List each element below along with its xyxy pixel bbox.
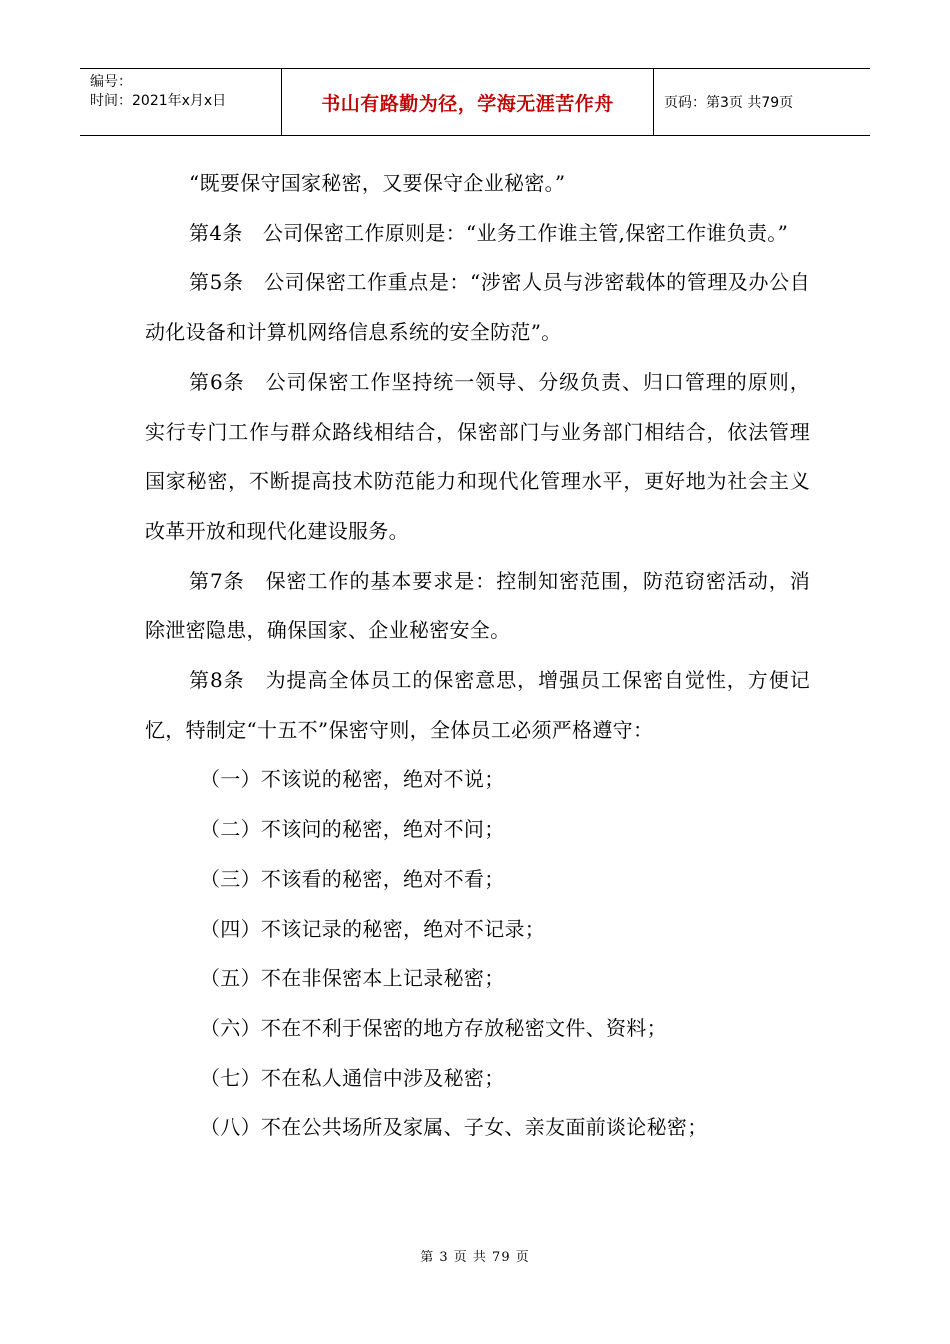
header-motto: 书山有路勤为径，学海无涯苦作舟 bbox=[282, 69, 654, 135]
document-time-label: 时间：2021年x月x日 bbox=[90, 93, 227, 109]
rule-item-5: （五）不在非保密本上记录秘密； bbox=[200, 966, 505, 991]
paragraph-article-8: 第8条 为提高全体员工的保密意思，增强员工保密自觉性，方便记忆，特制定“十五不”保密守则，全体员工必须严格遵守： bbox=[145, 668, 810, 742]
rule-item-3: （三）不该看的秘密，绝对不看； bbox=[200, 866, 505, 891]
paragraph-article-5: 第5条 公司保密工作重点是：“涉密人员与涉密载体的管理及办公自动化设备和计算机网络信息系统的安全防范”。 bbox=[145, 270, 810, 345]
document-body bbox=[145, 159, 810, 1153]
rule-item-4: （四）不该记录的秘密，绝对不记录； bbox=[200, 916, 546, 941]
paragraph-article-4: 第4条 公司保密工作原则是：“业务工作谁主管,保密工作谁负责。” bbox=[189, 220, 789, 245]
header-page-info: 页码：第3页 共79页 bbox=[664, 95, 794, 111]
rule-item-6: （六）不在不利于保密的地方存放秘密文件、资料； bbox=[200, 1015, 667, 1040]
paragraph: “既要保守国家秘密，又要保守企业秘密。” bbox=[189, 171, 566, 195]
page-header bbox=[80, 68, 870, 136]
document-number-label: 编号： bbox=[90, 74, 132, 90]
header-meta-cell bbox=[80, 69, 282, 135]
rule-item-1: （一）不该说的秘密，绝对不说； bbox=[200, 767, 505, 792]
rule-item-2: （二）不该问的秘密，绝对不问； bbox=[200, 817, 505, 842]
paragraph-article-7: 第7条 保密工作的基本要求是：控制知密范围，防范窃密活动，消除泄密隐患，确保国家、企业秘密安全。 bbox=[145, 568, 810, 643]
rule-item-7: （七）不在私人通信中涉及秘密； bbox=[200, 1065, 505, 1090]
page-footer: 第 3 页 共 79 页 bbox=[420, 1250, 530, 1265]
rule-item-8: （八）不在公共场所及家属、子女、亲友面前谈论秘密； bbox=[200, 1115, 708, 1140]
paragraph-article-6: 第6条 公司保密工作坚持统一领导、分级负责、归口管理的原则，实行专门工作与群众路线相结合，保密部门与业务部门相结合，依法管理国家秘密，不断提高技术防范能力和现代化管理水平，更好地为社会主义改革开放和现代化建设服务。 bbox=[145, 369, 810, 543]
